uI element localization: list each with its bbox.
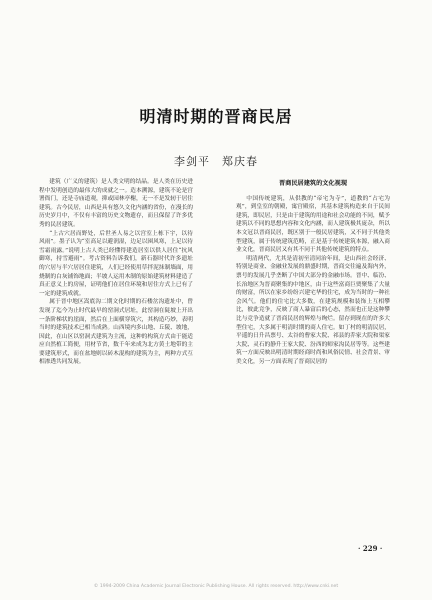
body-paragraph: 明清两代，尤其是清初至清同治年间，是山西社会经济、特别是商业、金融业发展的鼎盛时期，晋商交往遍及海内外，票号的发展几乎垄断了中国大部分的金融市场。晋中、临汾、长治地区为晋商聚集的中地区，由于这些富商巨贾聚集了大量的财富，所以在家乡纷纷兴建宅华的住宅，成为当时的一种社会风气。他们的住宅比大多数，在建筑规模和装饰上互相攀比，彼此竞争，反映了商人暴富后的心态，然而也正是这种攀比与竞争造就了晋商民居的辉煌与绚烂。留存到现在的许多大型住宅，大多属于明清时期的商人住宅。如丁村的明清民居，平遥的日升昌票号、太谷的曹家大院、祁县的乔家大院和渠家大院、灵石的静升王家大院、汾西的师家沟民居等等。这些建筑一方面反映出明清时期经商时尚和风俗民情、社会背景、审美文化，另一方面表现了晋商民居的 [236, 255, 390, 365]
body-paragraph: 属于晋中地区嵩底沟二期文化时期的石楼岔沟遗址中，曾发现了迄今为止时代最早的窑洞式居址，此窑洞在陡坡上开出一条阶梯状的崖面，然后在上面横穿筑穴，其构造巧妙，表明当时的建筑技术已相当成熟。山西境内多山地、丘陵、坡地，因此，在山区以窑洞式建筑为主流，这种的构筑方式由于能适应自然植工简便，用材节省，数千年来成为北方黄土地带的主要建筑形式，而在盆地则以砖木混构的建筑为主，两种方式互相渗透共同发展。 [39, 299, 193, 366]
page-number: · 229 · [358, 544, 383, 553]
right-column [236, 178, 390, 366]
left-column [39, 178, 193, 367]
article-title: 明清时期的晋商民居 [139, 107, 293, 126]
body-paragraph: 中国传统建筑，从供教的“帝宅为寺”，道教的“占宅为观”，到皇室的朝殿，寓宫殿宿，其基本建筑构造来自于民间建筑，即民居，只是由于建筑的用途和社会功能的不同，赋予建筑以不同的思想内容和文化内涵，而人建筑极其庞杂，所以本文冠以晋商民居，既区别于一般民居建筑，又不同于其他类型建筑，属于传统建筑范畴，正是基于传统建筑本源，融入商业文化，晋商民居又有其不同于其他传统建筑的特点。 [236, 195, 390, 254]
copyright-footer: © 1994-2009 China Academic Journal Electronic Publishing House. All rights reserved. http://www.cnki.net [93, 584, 339, 589]
body-paragraph: “上古穴居而野处，后世圣人易之以宫室上栋下宇，以待风雨”。墨子认为“室高足以避润湿，边足以圉风寒，上足以待雪霜雨露。”说明上古人类已经懂得建造居室以供人居住“抗风御寒，持雪避雨”。考古资料告诉我们，新石器时代许多遗址的穴居与半穴居居住建筑，人们已经使用草拌泥抹制墙面，用烧制的白灰铺饰地面；半坡人运用木制的原始建筑材料建造了真正意义上的房屋，证明他们在居住环境和居住方式上已有了一定的建筑成就。 [39, 230, 193, 297]
section-heading: 晋商民居建筑的文化视现 [278, 180, 348, 187]
article-authors: 李剑平 郑庆春 [174, 155, 258, 168]
body-paragraph: 建筑（广义的建筑）是人类文明的结晶。是人类在历史进程中发明创造的最伟大的成就之一。造本溯源，建筑不论是宫署衙门，还是寺庙道观，抑或园林亭榭，无一不是发轫于居住建筑。古今民居，山西是具有悠久文化内涵的省份，在漫长的历史岁月中，不仅有丰富的历史文物遗存，而且保留了许多优秀的民居建筑。 [39, 179, 193, 228]
